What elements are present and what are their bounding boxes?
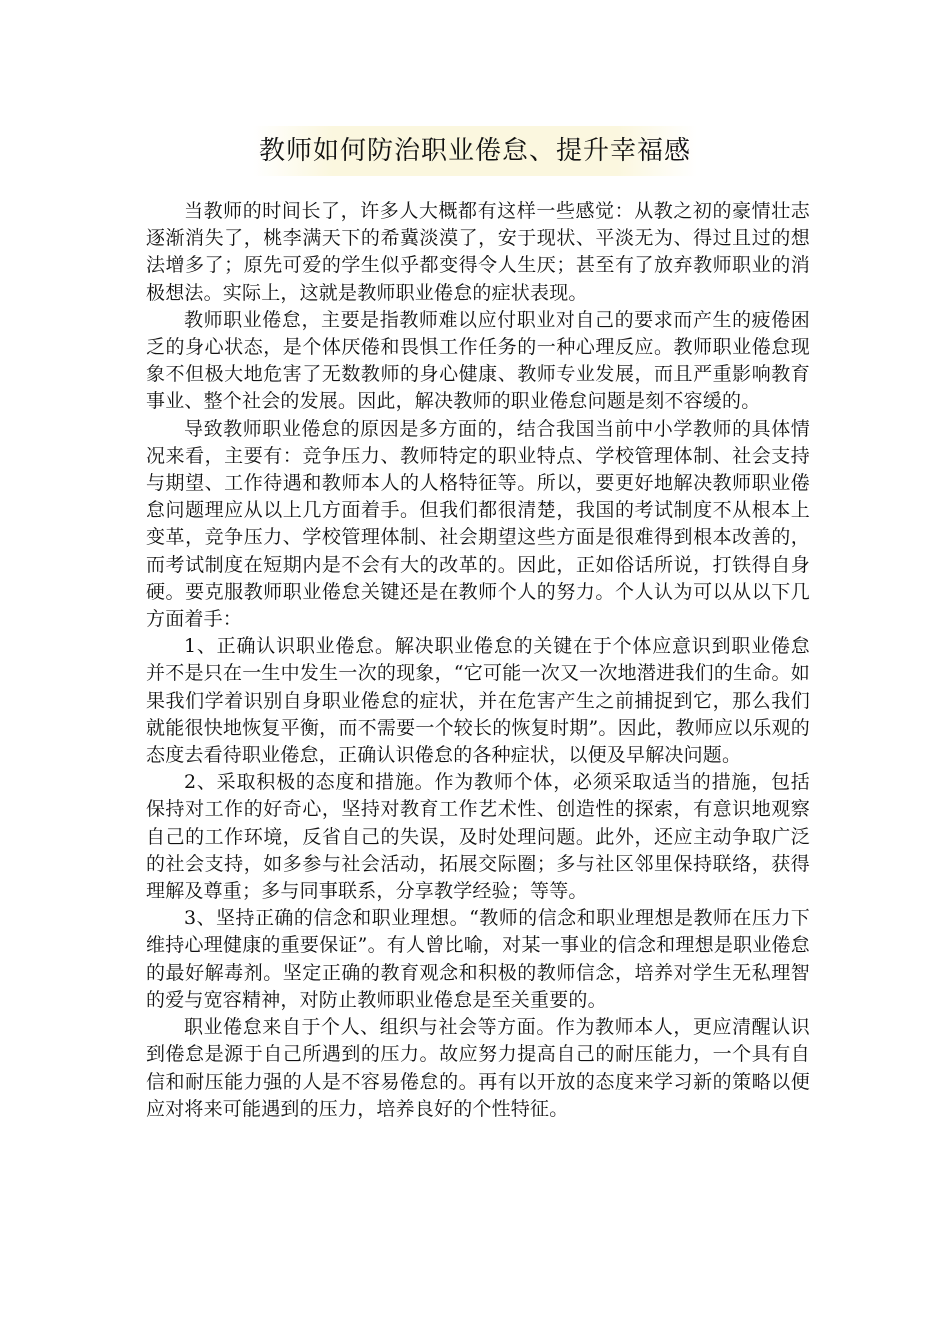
paragraph-conclusion: 职业倦怠来自于个人、组织与社会等方面。作为教师本人，更应清醒认识到倦怠是源于自己所遇到的压力。故应努力提高自己的耐压能力，一个具有自信和耐压能力强的人是不容易倦怠的。再有以开放的态度来学习新的策略以便应对将来可能遇到的压力，培养良好的个性特征。 [146,1016,810,1120]
document-title: 教师如何防治职业倦怠、提升幸福感 [253,126,697,176]
paragraph-intro: 当教师的时间长了，许多人大概都有这样一些感觉：从教之初的豪情壮志逐渐消失了，桃李满天下的希冀淡漠了，安于现状、平淡无为、得过且过的想法增多了；原先可爱的学生似乎都变得令人生厌；甚至有了放弃教师职业的消极想法。实际上，这就是教师职业倦怠的症状表现。 [146,200,810,304]
title-container [0,126,950,176]
paragraph-point-3: 3、坚持正确的信念和职业理想。“教师的信念和职业理想是教师在压力下维持心理健康的重要保证”。有人曾比喻，对某一事业的信念和理想是职业倦怠的最好解毒剂。坚定正确的教育观念和积极的教师信念，培养对学生无私理智的爱与宽容精神，对防止教师职业倦怠是至关重要的。 [146,907,810,1011]
paragraph-causes: 导致教师职业倦怠的原因是多方面的，结合我国当前中小学教师的具体情况来看，主要有：竞争压力、教师特定的职业特点、学校管理体制、社会支持与期望、工作待遇和教师本人的人格特征等。所以，要更好地解决教师职业倦怠问题理应从以上几方面着手。但我们都很清楚，我国的考试制度不从根本上变革，竞争压力、学校管理体制、社会期望这些方面是很难得到根本改善的，而考试制度在短期内是不会有大的改革的。因此，正如俗话所说，打铁得自身硬。要克服教师职业倦怠关键还是在教师个人的努力。个人认为可以从以下几方面着手： [146,417,810,631]
document-body [146,198,810,1123]
paragraph-point-1: 1、正确认识职业倦怠。解决职业倦怠的关键在于个体应意识到职业倦怠并不是只在一生中发生一次的现象，“它可能一次又一次地潜进我们的生命。如果我们学着识别自身职业倦怠的症状，并在危害产生之前捕捉到它，那么我们就能很快地恢复平衡，而不需要一个较长的恢复时期”。因此，教师应以乐观的态度去看待职业倦怠，正确认识倦怠的各种症状，以便及早解决问题。 [146,635,810,767]
paragraph-point-2: 2、采取积极的态度和措施。作为教师个体，必须采取适当的措施，包括保持对工作的好奇心，坚持对教育工作艺术性、创造性的探索，有意识地观察自己的工作环境，反省自己的失误，及时处理问题。此外，还应主动争取广泛的社会支持，如多参与社会活动，拓展交际圈；多与社区邻里保持联络，获得理解及尊重；多与同事联系，分享教学经验；等等。 [146,771,810,903]
paragraph-definition: 教师职业倦怠，主要是指教师难以应付职业对自己的要求而产生的疲倦困乏的身心状态，是个体厌倦和畏惧工作任务的一种心理反应。教师职业倦怠现象不但极大地危害了无数教师的身心健康、教师专业发展，而且严重影响教育事业、整个社会的发展。因此，解决教师的职业倦怠问题是刻不容缓的。 [146,308,810,413]
